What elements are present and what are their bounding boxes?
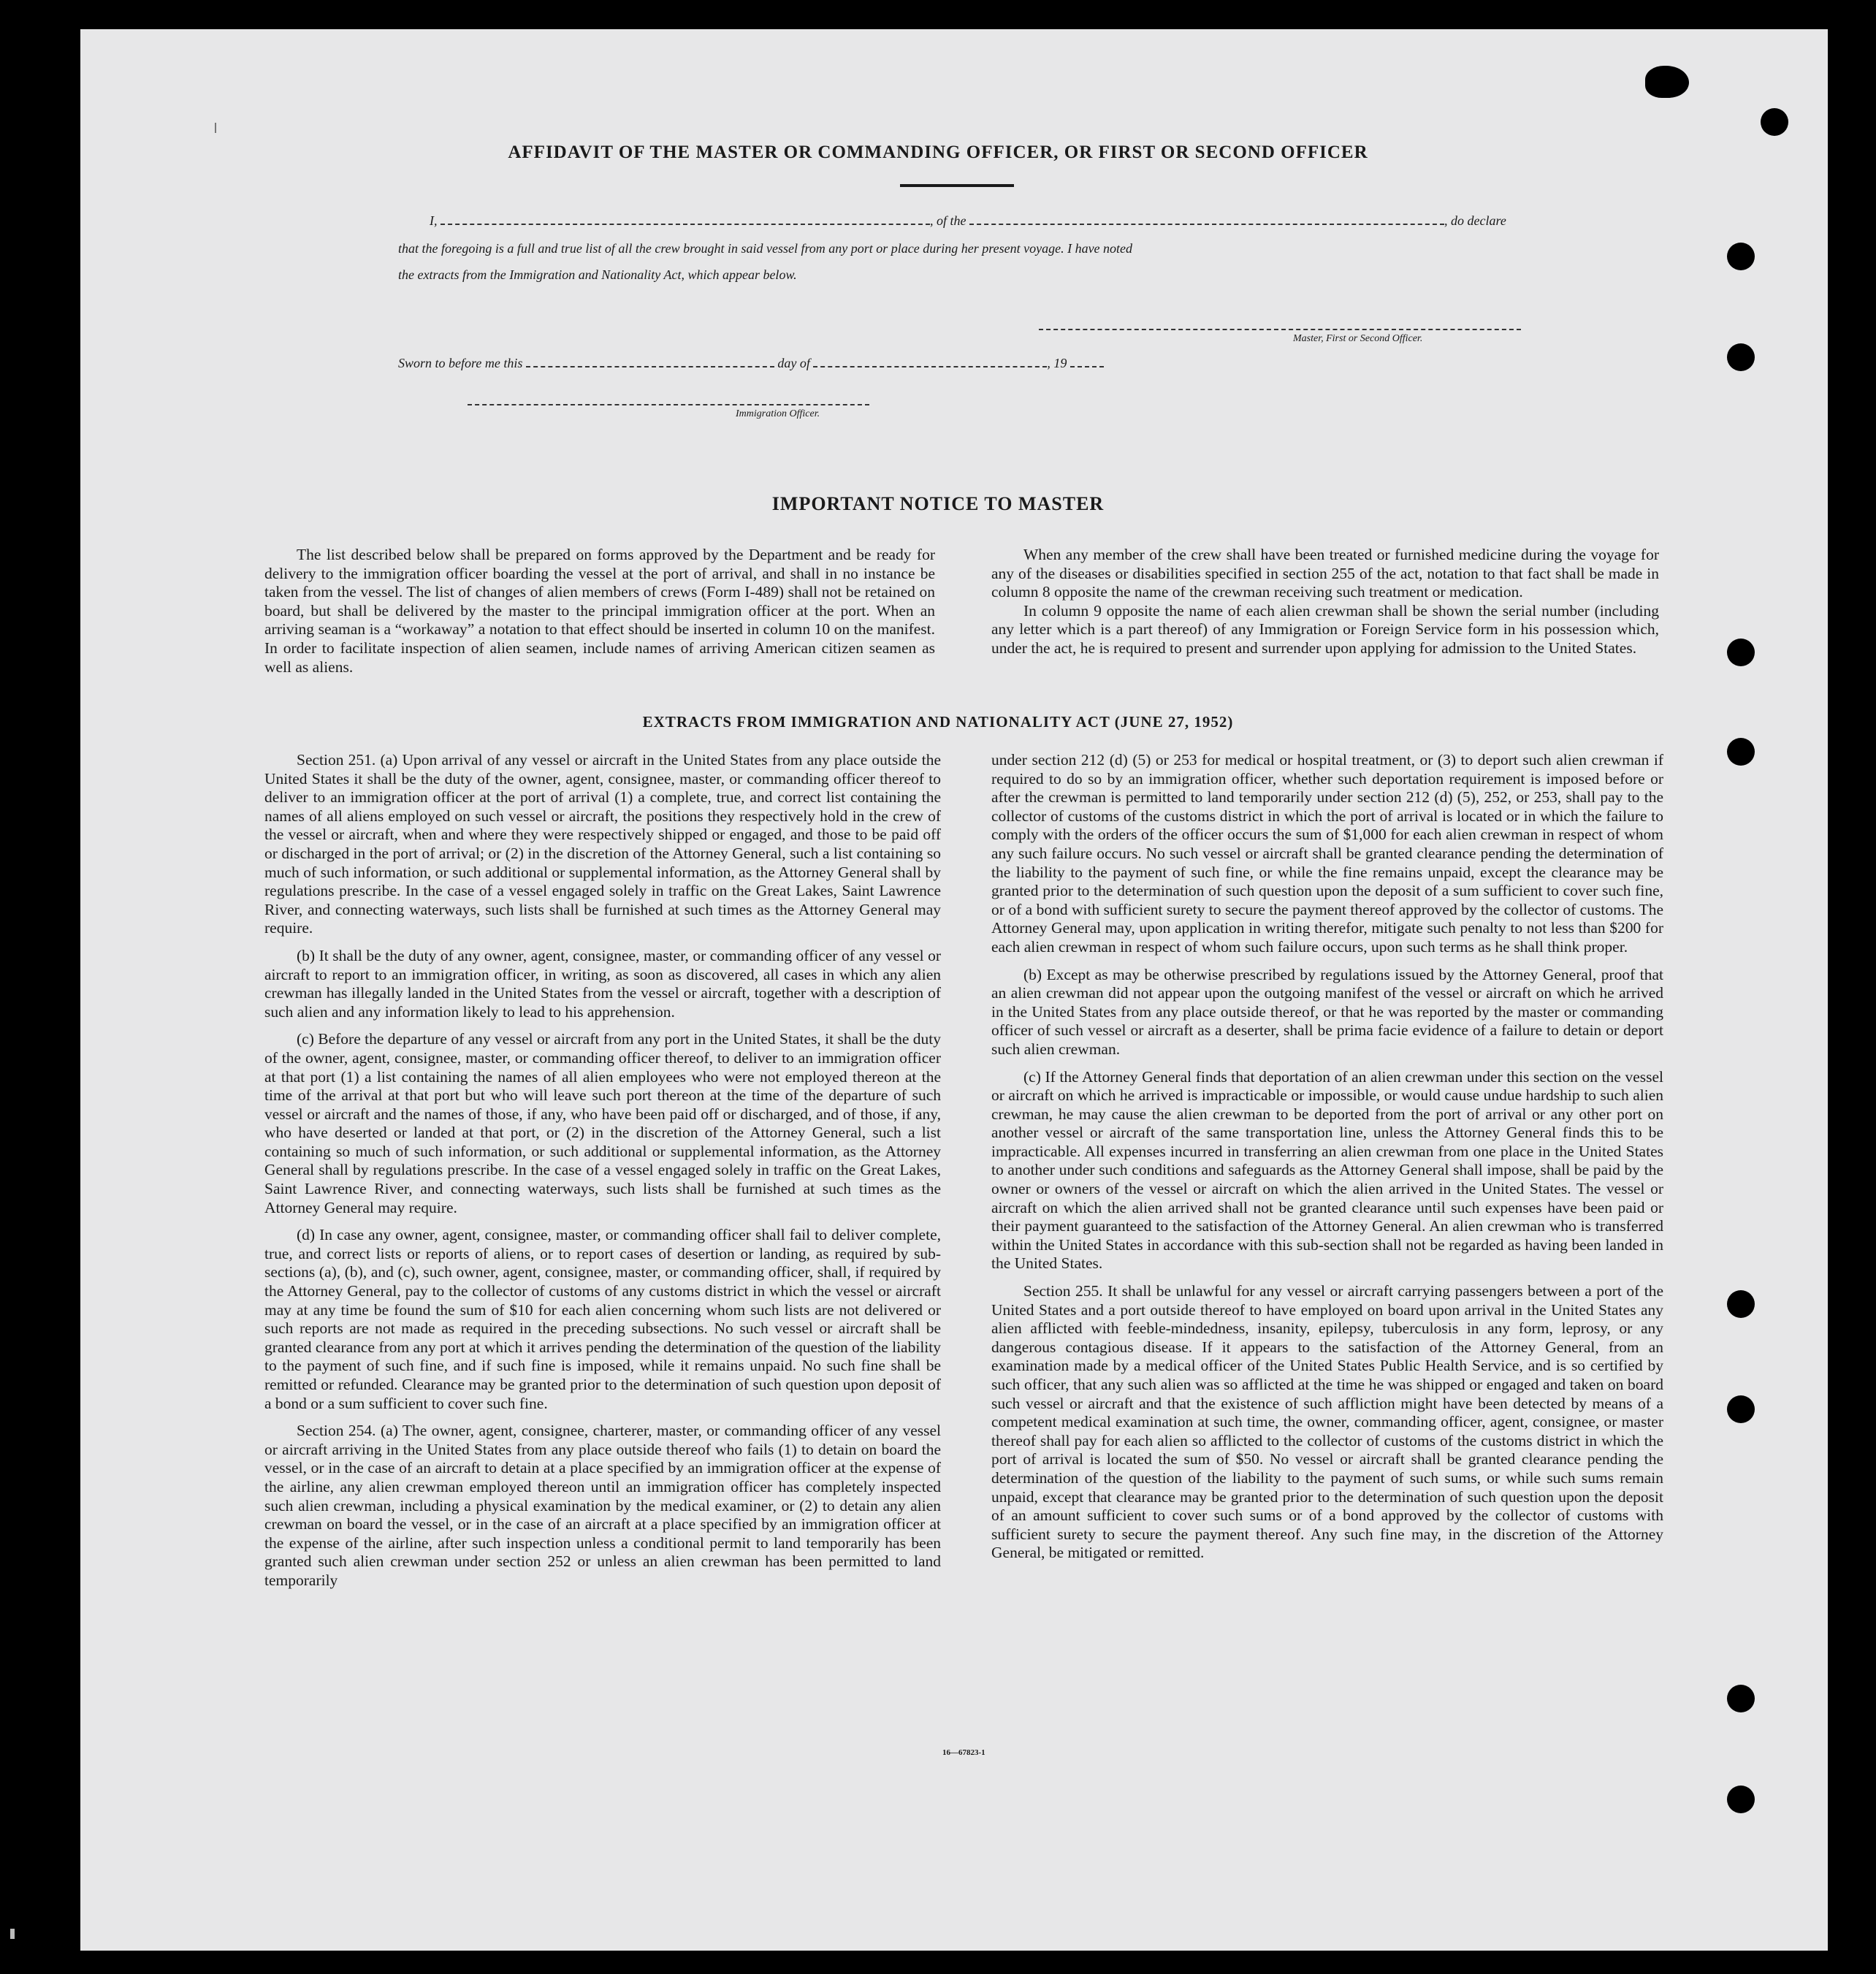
binder-hole-9 (1727, 1786, 1755, 1813)
notice-right-column (991, 546, 1659, 658)
notice-right-paragraph-2: In column 9 opposite the name of each alien crewman shall be shown the serial number (including any letter which is a part thereof) of any Immigration or Foreign Service form in his possession which, under the act, he is required to present and surrender upon applying for admission to the United States. (991, 601, 1659, 657)
scan-mark (215, 123, 216, 133)
extract-section-251c: (c) Before the departure of any vessel or aircraft from any port in the United States, it shall be the duty of the owner, agent, consignee, master, or commanding officer thereof, to deliver to an immigration officer at that port (1) a list containing the names of all alien employees who were not employed thereon at the time of the arrival at that port but who will leave such port thereon at the time of the departure of such vessel or aircraft and the names of those, if any, who have been paid off or discharged, and of those, if any, who have deserted or landed at that port, or (2) in the discretion of the Attorney General, such a list containing so much of such information, or such additional or supplemental information, as the Attorney General shall by regulations prescribe. In the case of a vessel engaged solely in traffic on the Great Lakes, Saint Lawrence River, and connecting waterways, such lists shall be furnished at such times as the Attorney General may require. (264, 1030, 941, 1216)
extract-section-255: Section 255. It shall be unlawful for any vessel or aircraft carrying passengers between a port of the United States and a port outside thereof to have employed on board upon arrival in the United States any alien afflicted with feeble-mindedness, insanity, epilepsy, tuberculosis in any form, leprosy, or any dangerous contagious disease. If it appears to the satisfaction of the Attorney General, from an examination made by a medical officer of the United States Public Health Service, and is so certified by such officer, that any such alien was so afflicted at the time he was shipped or engaged and taken on board such vessel or aircraft and that the existence of such affliction might have been detected by means of a competent medical examination at such time, the owner, commanding officer, agent, consignee, or master thereof shall pay for each alien so afflicted to the collector of customs of the customs district in which the port of arrival is located the sum of $50. No vessel or aircraft shall be granted clearance pending the determination of the question of the liability to the payment of such sums, or while such sums remain unpaid, except that clearance may be granted prior to the determination of such question upon the deposit of an amount sufficient to cover such sums or of a bond approved by the collector of customs with sufficient surety to secure the payment thereof. Any such fine may, in the discretion of the Attorney General, be mitigated or remitted. (991, 1282, 1663, 1562)
extracts-right-column (991, 751, 1663, 1563)
year-prefix-label: , 19 (1047, 356, 1067, 370)
notice-heading: IMPORTANT NOTICE TO MASTER (771, 493, 1105, 514)
sworn-day-field[interactable] (526, 356, 774, 367)
extract-section-251d: (d) In case any owner, agent, consignee, master, or commanding officer shall fail to deliver complete, true, and correct lists or reports of aliens, or to report cases of desertion or landing, as required by sub-sections (a), (b), and (c), such owner, agent, consignee, master, or commanding officer, shall, if required by the Attorney General, pay to the collector of customs of any customs district in which the vessel or aircraft may at any time be found the sum of $10 for each alien concerning whom such lists are not delivered or such reports are not made as required in the preceding subsections. No such vessel or aircraft shall be granted clearance from any port at which it arrives pending the determination of the question of the liability to the payment of such fine, and if such fine is imposed, while it remains unpaid. No such fine shall be remitted or refunded. Clearance may be granted prior to the determination of such question upon deposit of a bond or a sum sufficient to cover such fine. (264, 1226, 941, 1412)
extract-section-254c: (c) If the Attorney General finds that deportation of an alien crewman under this section on the vessel or aircraft on which he arrived is impracticable or impossible, or would cause undue hardship to such alien crewman, he may cause the alien crewman to be deported from the port of arrival or any other port on another vessel or aircraft of the same transportation line, unless the Attorney General finds this to be impracticable. All expenses incurred in transferring an alien crewman from one place in the United States to another under such conditions and safeguards as the Attorney General shall impose, shall be paid by the owner or owners of the vessel or aircraft on which the alien arrived in the United States. The vessel or aircraft on which the alien arrived shall not be granted clearance until such expenses have been paid or their payment guaranteed to the satisfaction of the Attorney General. An alien crewman who is transferred within the United States in accordance with this sub-section shall not be regarded as having been landed in the United States. (991, 1067, 1663, 1273)
binder-hole-5 (1727, 738, 1755, 766)
notice-left-paragraph: The list described below shall be prepared on forms approved by the Department and be ready for delivery to the immigration officer boarding the vessel at the port of arrival, and shall in no instance be taken from the vessel. The list of changes of alien members of crews (Form I-489) shall not be retained on board, but shall be delivered by the master to the principal immigration officer at the port. When an arriving seaman is a “workaway” a notation to that effect should be inserted in column 10 on the manifest. In order to facilitate inspection of alien seamen, include names of arriving American citizen seamen as well as aliens. (264, 546, 935, 676)
extract-section-254a-continued: under section 212 (d) (5) or 253 for medical or hospital treatment, or (3) to deport such alien crewman if required to do so by an immigration officer, whether such deportation requirement is imposed before or after the crewman is permitted to land temporarily under section 212 (d) (5), 252, or 253, shall pay to the collector of customs of the customs district in which the port of arrival is located or in which the failure to comply with the orders of the officer occurs the sum of $1,000 for each alien crewman in respect of whom any such failure occurs. No such vessel or aircraft shall be granted clearance pending the determination of the liability to the payment of such fine, or while the fine remains unpaid, except the clearance may be granted prior to the determination of such question upon the deposit of a sum sufficient to cover such fine, or of a bond with sufficient surety to secure the payment thereof approved by the collector of customs. The Attorney General may, upon application in writing therefor, mitigate such penalty to not less than $200 for each alien crewman in respect of whom such failure occurs, upon such terms as he shall think proper. (991, 751, 1663, 956)
extract-section-254a: Section 254. (a) The owner, agent, consignee, charterer, master, or commanding officer of any vessel or aircraft arriving in the United States from any place outside thereof who fails (1) to detain on board the vessel, or in the case of an aircraft to detain at a place specified by an immigration officer at the expense of the airline, any alien crewman employed thereon until an immigration officer has completely inspected such alien crewman, including a physical examination by the medical examiner, or (2) to detain any alien crewman on board the vessel, or in the case of an aircraft at a place specified by an immigration officer at the expense of the airline, after such inspection unless a conditional permit to land temporarily has been granted such alien crewman under section 252 or unless an alien crewman has been permitted to land temporarily (264, 1422, 941, 1589)
extract-section-254b: (b) Except as may be otherwise prescribed by regulations issued by the Attorney General, proof that an alien crewman did not appear upon the outgoing manifest of the vessel or aircraft on which he arrived in the United States from any place outside thereof, or that he was reported by the master or commanding officer of such vessel or aircraft as a deserter, shall be prima facie evidence of a failure to detain or deport such alien crewman. (991, 965, 1663, 1058)
day-of-label: day of (777, 356, 810, 370)
binder-hole-3 (1727, 343, 1755, 371)
notice-right-paragraph-1: When any member of the crew shall have been treated or furnished medicine during the voyage for any of the diseases or disabilities specified in section 255 of the act, notation to that fact shall be made in column 8 opposite the name of the crewman receiving such treatment or medication. (991, 546, 1659, 601)
sworn-label: Sworn to before me this (398, 356, 523, 370)
binder-hole-7 (1727, 1395, 1755, 1423)
extracts-left-column (264, 751, 941, 1590)
extract-section-251b: (b) It shall be the duty of any owner, agent, consignee, master, or commanding officer of any vessel or aircraft to report to an immigration officer, in writing, as soon as discovered, all cases in which any alien crewman has illegally landed in the United States from the vessel or aircraft, together with a description of such alien and any information likely to lead to his apprehension. (264, 946, 941, 1021)
binder-hole-6 (1727, 1290, 1755, 1318)
binder-hole-2 (1727, 243, 1755, 270)
ink-blot (1645, 66, 1689, 98)
immigration-officer-caption: Immigration Officer. (736, 408, 820, 419)
sworn-month-field[interactable] (813, 356, 1047, 367)
do-declare-label: , do declare (1444, 213, 1506, 228)
master-signature-caption: Master, First or Second Officer. (1293, 333, 1423, 344)
declarant-prefix: I, (430, 213, 438, 228)
affidavit-heading: AFFIDAVIT OF THE MASTER OR COMMANDING OFFICER, OR FIRST OR SECOND OFFICER (508, 142, 1368, 162)
declarant-name-field[interactable] (441, 213, 930, 225)
extract-section-251a: Section 251. (a) Upon arrival of any vessel or aircraft in the United States from any place outside the United States it shall be the duty of the owner, agent, consignee, master, or commanding officer thereof to deliver to an immigration officer at the port of arrival (1) a complete, true, and correct list containing the names of all aliens employed on such vessel or aircraft, the positions they respectively hold in the crew of the vessel or aircraft, when and where they were respectively shipped or engaged, and those to be paid off or discharged in the port of arrival; or (2) in the discretion of the Attorney General, such a list containing so much of such information, or such additional or supplemental information, as the Attorney General shall by regulations prescribe. In the case of a vessel engaged solely in traffic on the Great Lakes, Saint Lawrence River, and connecting waterways, such lists shall be furnished at such times as the Attorney General may require. (264, 751, 941, 937)
edge-mark (10, 1929, 15, 1939)
heading-rule (900, 184, 1014, 187)
affidavit-text-line-3: the extracts from the Immigration and Nationality Act, which appear below. (398, 267, 797, 282)
immigration-officer-signature-line[interactable] (468, 404, 869, 405)
binder-hole-8 (1727, 1685, 1755, 1712)
form-code: 16—67823-1 (942, 1748, 985, 1757)
binder-hole-4 (1727, 639, 1755, 666)
sworn-line (398, 356, 1104, 371)
of-the-label: , of the (930, 213, 966, 228)
vessel-name-field[interactable] (969, 213, 1444, 225)
notice-left-column (264, 546, 935, 677)
affidavit-declaration-line (430, 213, 1506, 229)
binder-hole-1 (1761, 108, 1788, 136)
sworn-year-field[interactable] (1070, 356, 1104, 367)
master-signature-line[interactable] (1039, 329, 1521, 330)
affidavit-text-line-2: that the foregoing is a full and true list of all the crew brought in said vessel from any port or place during her present voyage. I have noted (398, 241, 1133, 256)
extracts-heading: EXTRACTS FROM IMMIGRATION AND NATIONALITY ACT (JUNE 27, 1952) (642, 713, 1234, 731)
